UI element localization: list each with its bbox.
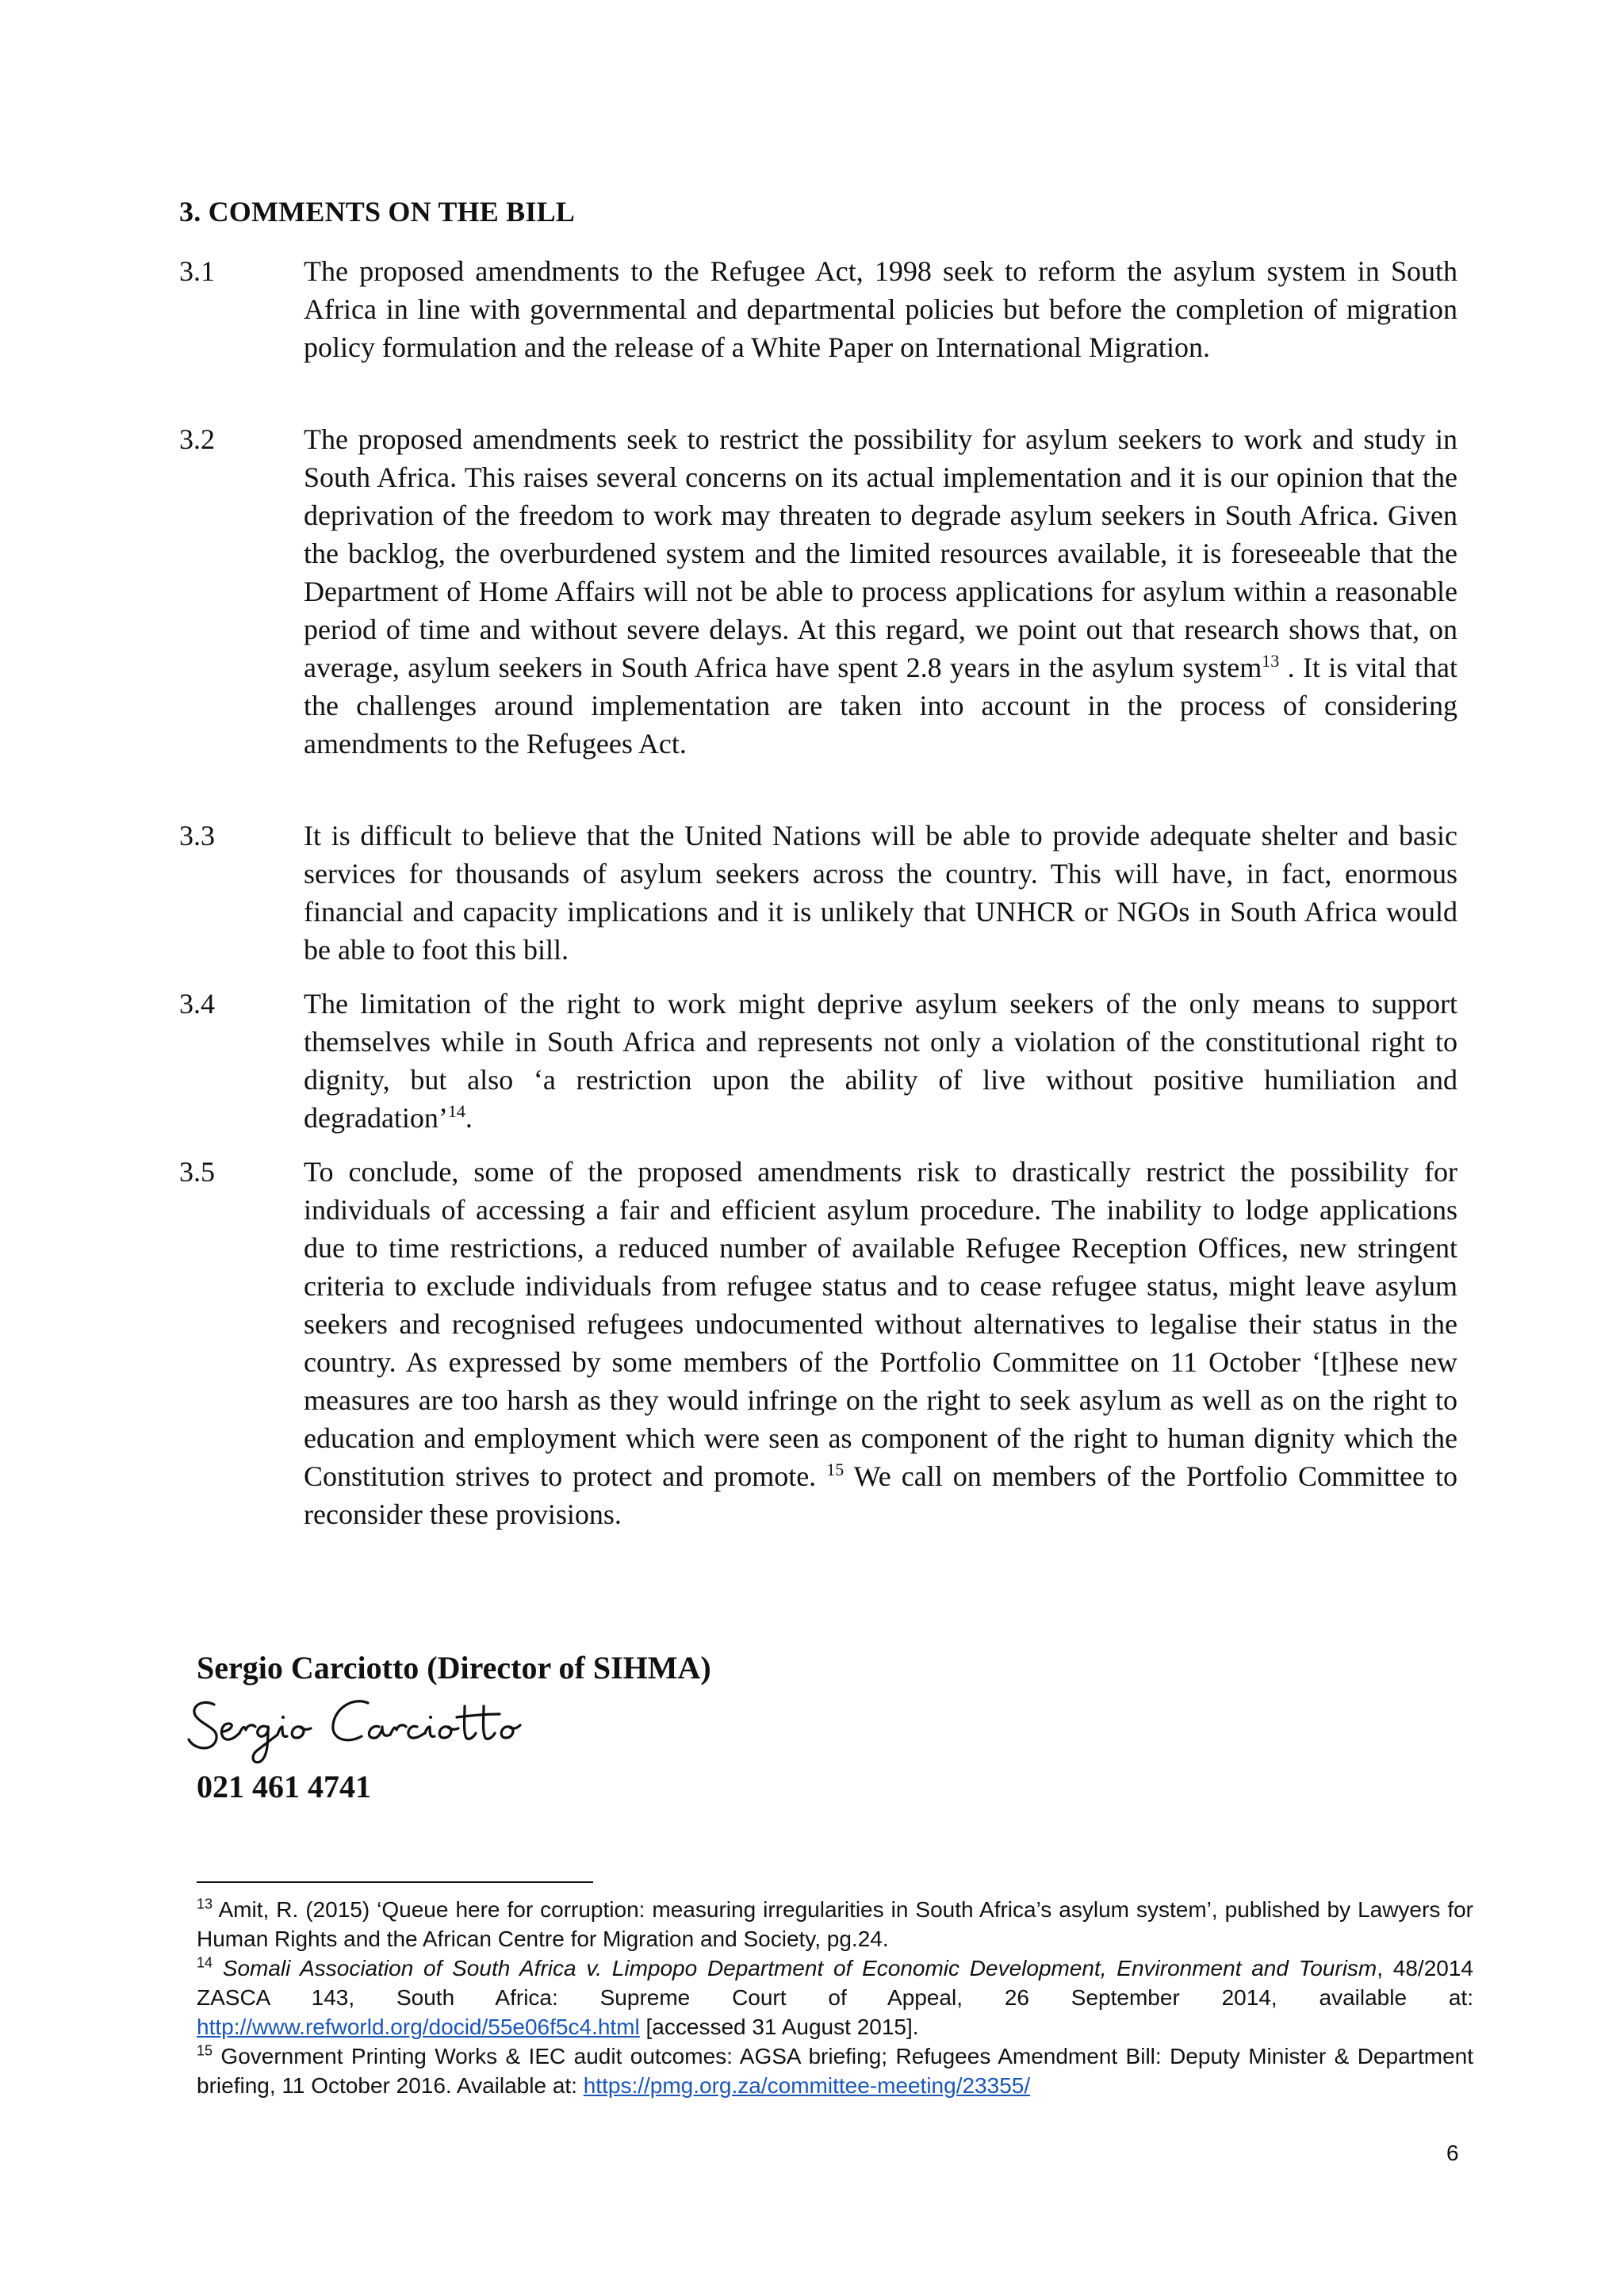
paragraph-3-5: [179, 1153, 1457, 1533]
paragraph-number: 3.5: [179, 1156, 215, 1188]
paragraph-text-part: The proposed amendments seek to restrict the possibility for asylum seekers to work and study in South Africa. This raises several concerns on its actual implementation and it is our opinion that the deprivation of the freedom to work may threaten to degrade asylum seekers in South Africa. Given the backlog, the overburdened system and the limited resources available, it is foreseeable that the Department of Home Affairs will not be able to process applications for asylum within a reasonable period of time and without severe delays. At this regard, we point out that research shows that, on average, asylum seekers in South Africa have spent 2.8 years in the asylum system: [304, 423, 1457, 683]
paragraph-text-part: The limitation of the right to work might deprive asylum seekers of the only means to support themselves while in South Africa and represents not only a violation of the constitutional right to dignity, but also ‘a restriction upon the ability of live without positive humiliation and degradation’: [304, 988, 1457, 1134]
page-number: 6: [1446, 2141, 1459, 2165]
paragraph-text-part: .: [465, 1102, 473, 1134]
footnotes: [197, 1895, 1473, 2100]
handwritten-signature: [184, 1690, 549, 1770]
footnote-separator: [197, 1881, 593, 1883]
footnote-13: [197, 1895, 1473, 1954]
signatory-name: Sergio Carciotto (Director of SIHMA): [197, 1650, 711, 1686]
footnote-mark: 13: [197, 1896, 213, 1912]
footnote-ref-14[interactable]: 14: [447, 1101, 465, 1121]
footnote-text: Government Printing Works & IEC audit outcomes: AGSA briefing; Refugees Amendment Bill: Deputy Minister & Department briefing, 11 October 2016. Available at:: [197, 2044, 1473, 2098]
footnote-ref-13[interactable]: 13: [1262, 651, 1280, 671]
paragraph-3-2: [179, 420, 1457, 763]
footnote-mark: 14: [197, 1954, 213, 1971]
paragraph-number: 3.3: [179, 820, 215, 851]
paragraph-number: 3.2: [179, 423, 215, 455]
paragraph-text-part: . It is vital that the challenges around implementation are taken into account in the process of considering amendments to the Refugees Act.: [304, 652, 1457, 760]
footnote-mark: 15: [197, 2042, 213, 2059]
paragraph-text: [304, 1153, 1457, 1533]
paragraph-text: [304, 985, 1457, 1137]
section-heading: 3. COMMENTS ON THE BILL: [179, 196, 576, 228]
footnote-case-title: Somali Association of South Africa v. Limpopo Department of Economic Development, Environment and Tourism: [213, 1956, 1377, 1980]
paragraph-text: It is difficult to believe that the United Nations will be able to provide adequate shelter and basic services for thousands of asylum seekers across the country. This will have, in fact, enormous financial and capacity implications and it is unlikely that UNHCR or NGOs in South Africa would be able to foot this bill.: [304, 820, 1457, 966]
paragraph-text-part: To conclude, some of the proposed amendments risk to drastically restrict the possibility for individuals of accessing a fair and efficient asylum procedure. The inability to lodge applications due to time restrictions, a reduced number of available Refugee Reception Offices, new stringent criteria to exclude individuals from refugee status and to cease refugee status, might leave asylum seekers and recognised refugees undocumented without alternatives to legalise their status in the country. As expressed by some members of the Portfolio Committee on 11 October ‘[t]hese new measures are too harsh as they would infringe on the right to seek asylum as well as on the right to education and employment which were seen as component of the right to human dignity which the Constitution strives to protect and promote.: [304, 1156, 1457, 1492]
footnote-text: , 48/2014 ZASCA 143, South Africa: Supreme Court of Appeal, 26 September 2014, available at:: [197, 1956, 1473, 2010]
footnote-text: Amit, R. (2015) ‘Queue here for corruption: measuring irregularities in South Africa’s asylum system’, published by Lawyers for Human Rights and the African Centre for Migration and Society, pg.24.: [197, 1897, 1473, 1951]
footnote-link-pmg[interactable]: https://pmg.org.za/committee-meeting/23355/: [583, 2073, 1031, 2098]
paragraph-number: 3.1: [179, 255, 215, 287]
footnote-14: [197, 1954, 1473, 2042]
paragraph-3-1: [179, 252, 1457, 366]
signatory-phone: 021 461 4741: [197, 1769, 371, 1804]
paragraph-text-part: We call on members of the Portfolio Committee to reconsider these provisions.: [304, 1460, 1457, 1530]
paragraph-3-4: [179, 985, 1457, 1137]
paragraph-3-3: [179, 817, 1457, 969]
footnote-15: [197, 2042, 1473, 2100]
footnote-text: [accessed 31 August 2015].: [639, 2015, 919, 2039]
footnote-ref-15[interactable]: 15: [826, 1460, 845, 1479]
footnote-link-refworld[interactable]: http://www.refworld.org/docid/55e06f5c4.html: [197, 2015, 640, 2039]
paragraph-text: The proposed amendments to the Refugee Act, 1998 seek to reform the asylum system in South Africa in line with governmental and departmental policies but before the completion of migration policy formulation and the release of a White Paper on International Migration.: [304, 255, 1457, 363]
paragraph-number: 3.4: [179, 988, 215, 1020]
paragraph-text: [304, 420, 1457, 763]
